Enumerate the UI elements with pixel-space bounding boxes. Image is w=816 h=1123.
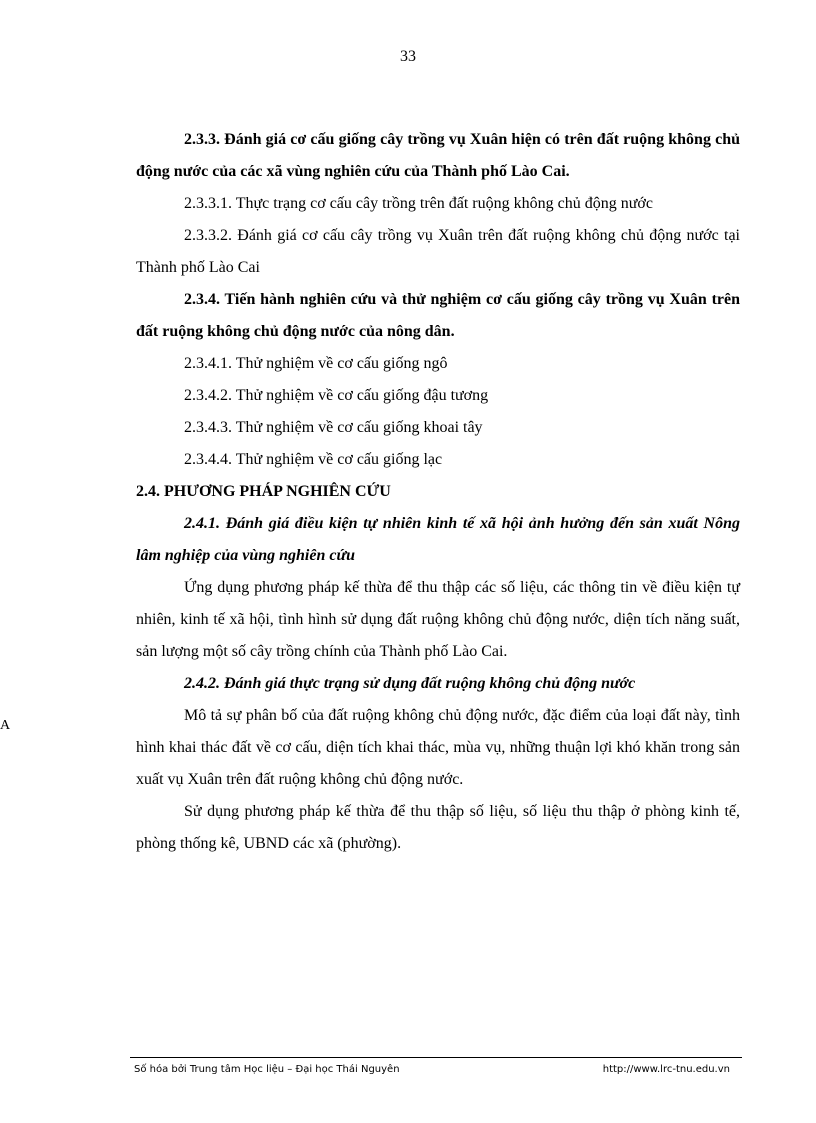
- heading-2-4-2: 2.4.2. Đánh giá thực trạng sử dụng đất ruộng không chủ động nước: [184, 675, 636, 692]
- item-2-3-4-1: 2.3.4.1. Thử nghiệm về cơ cấu giống ngô: [184, 355, 448, 372]
- footer-divider: [130, 1057, 742, 1058]
- paragraph-2-4-2-b: Sử dụng phương pháp kế thừa để thu thập số liệu, số liệu thu thập ở phòng kinh tế, phòng thống kê, UBND các xã (phường).: [136, 803, 740, 852]
- heading-2-3-3: 2.3.3. Đánh giá cơ cấu giống cây trồng vụ Xuân hiện có trên đất ruộng không chủ động nước của các xã vùng nghiên cứu của Thành phố Lào Cai.: [136, 131, 740, 180]
- item-2-3-3-1: 2.3.3.1. Thực trạng cơ cấu cây trồng trên đất ruộng không chủ động nước: [184, 195, 653, 212]
- heading-2-4: 2.4. PHƯƠNG PHÁP NGHIÊN CỨU: [136, 483, 391, 500]
- paragraph-2-4-1: Ứng dụng phương pháp kế thừa để thu thập các số liệu, các thông tin về điều kiện tự nhiên, kinh tế xã hội, tình hình sử dụng đất ruộng không chủ động nước, diện tích năng suất, sản lượng một số cây trồng chính của Thành phố Lào Cai.: [136, 579, 740, 660]
- item-2-3-4-4: 2.3.4.4. Thử nghiệm về cơ cấu giống lạc: [184, 451, 443, 468]
- item-2-3-4-3: 2.3.4.3. Thử nghiệm về cơ cấu giống khoai tây: [184, 419, 483, 436]
- footer-url: http://www.lrc-tnu.edu.vn: [602, 1064, 730, 1075]
- footer-credit: Số hóa bởi Trung tâm Học liệu – Đại học Thái Nguyên: [134, 1064, 400, 1075]
- heading-2-4-1: 2.4.1. Đánh giá điều kiện tự nhiên kinh tế xã hội ảnh hưởng đến sản xuất Nông lâm nghiệp của vùng nghiên cứu: [136, 515, 740, 564]
- document-body: [136, 124, 740, 860]
- item-2-3-3-2: 2.3.3.2. Đánh giá cơ cấu cây trồng vụ Xuân trên đất ruộng không chủ động nước tại Thành phố Lào Cai: [136, 227, 740, 276]
- item-2-3-4-2: 2.3.4.2. Thử nghiệm về cơ cấu giống đậu tương: [184, 387, 489, 404]
- paragraph-2-4-2-a: Mô tả sự phân bố của đất ruộng không chủ động nước, đặc điểm của loại đất này, tình hình khai thác đất về cơ cấu, diện tích khai thác, mùa vụ, những thuận lợi khó khăn trong sản xuất vụ Xuân trên đất ruộng không chủ động nước.: [136, 707, 740, 788]
- margin-mark: A: [0, 718, 11, 733]
- page-number: 33: [400, 48, 416, 65]
- heading-2-3-4: 2.3.4. Tiến hành nghiên cứu và thử nghiệm cơ cấu giống cây trồng vụ Xuân trên đất ruộng không chủ động nước của nông dân.: [136, 291, 740, 340]
